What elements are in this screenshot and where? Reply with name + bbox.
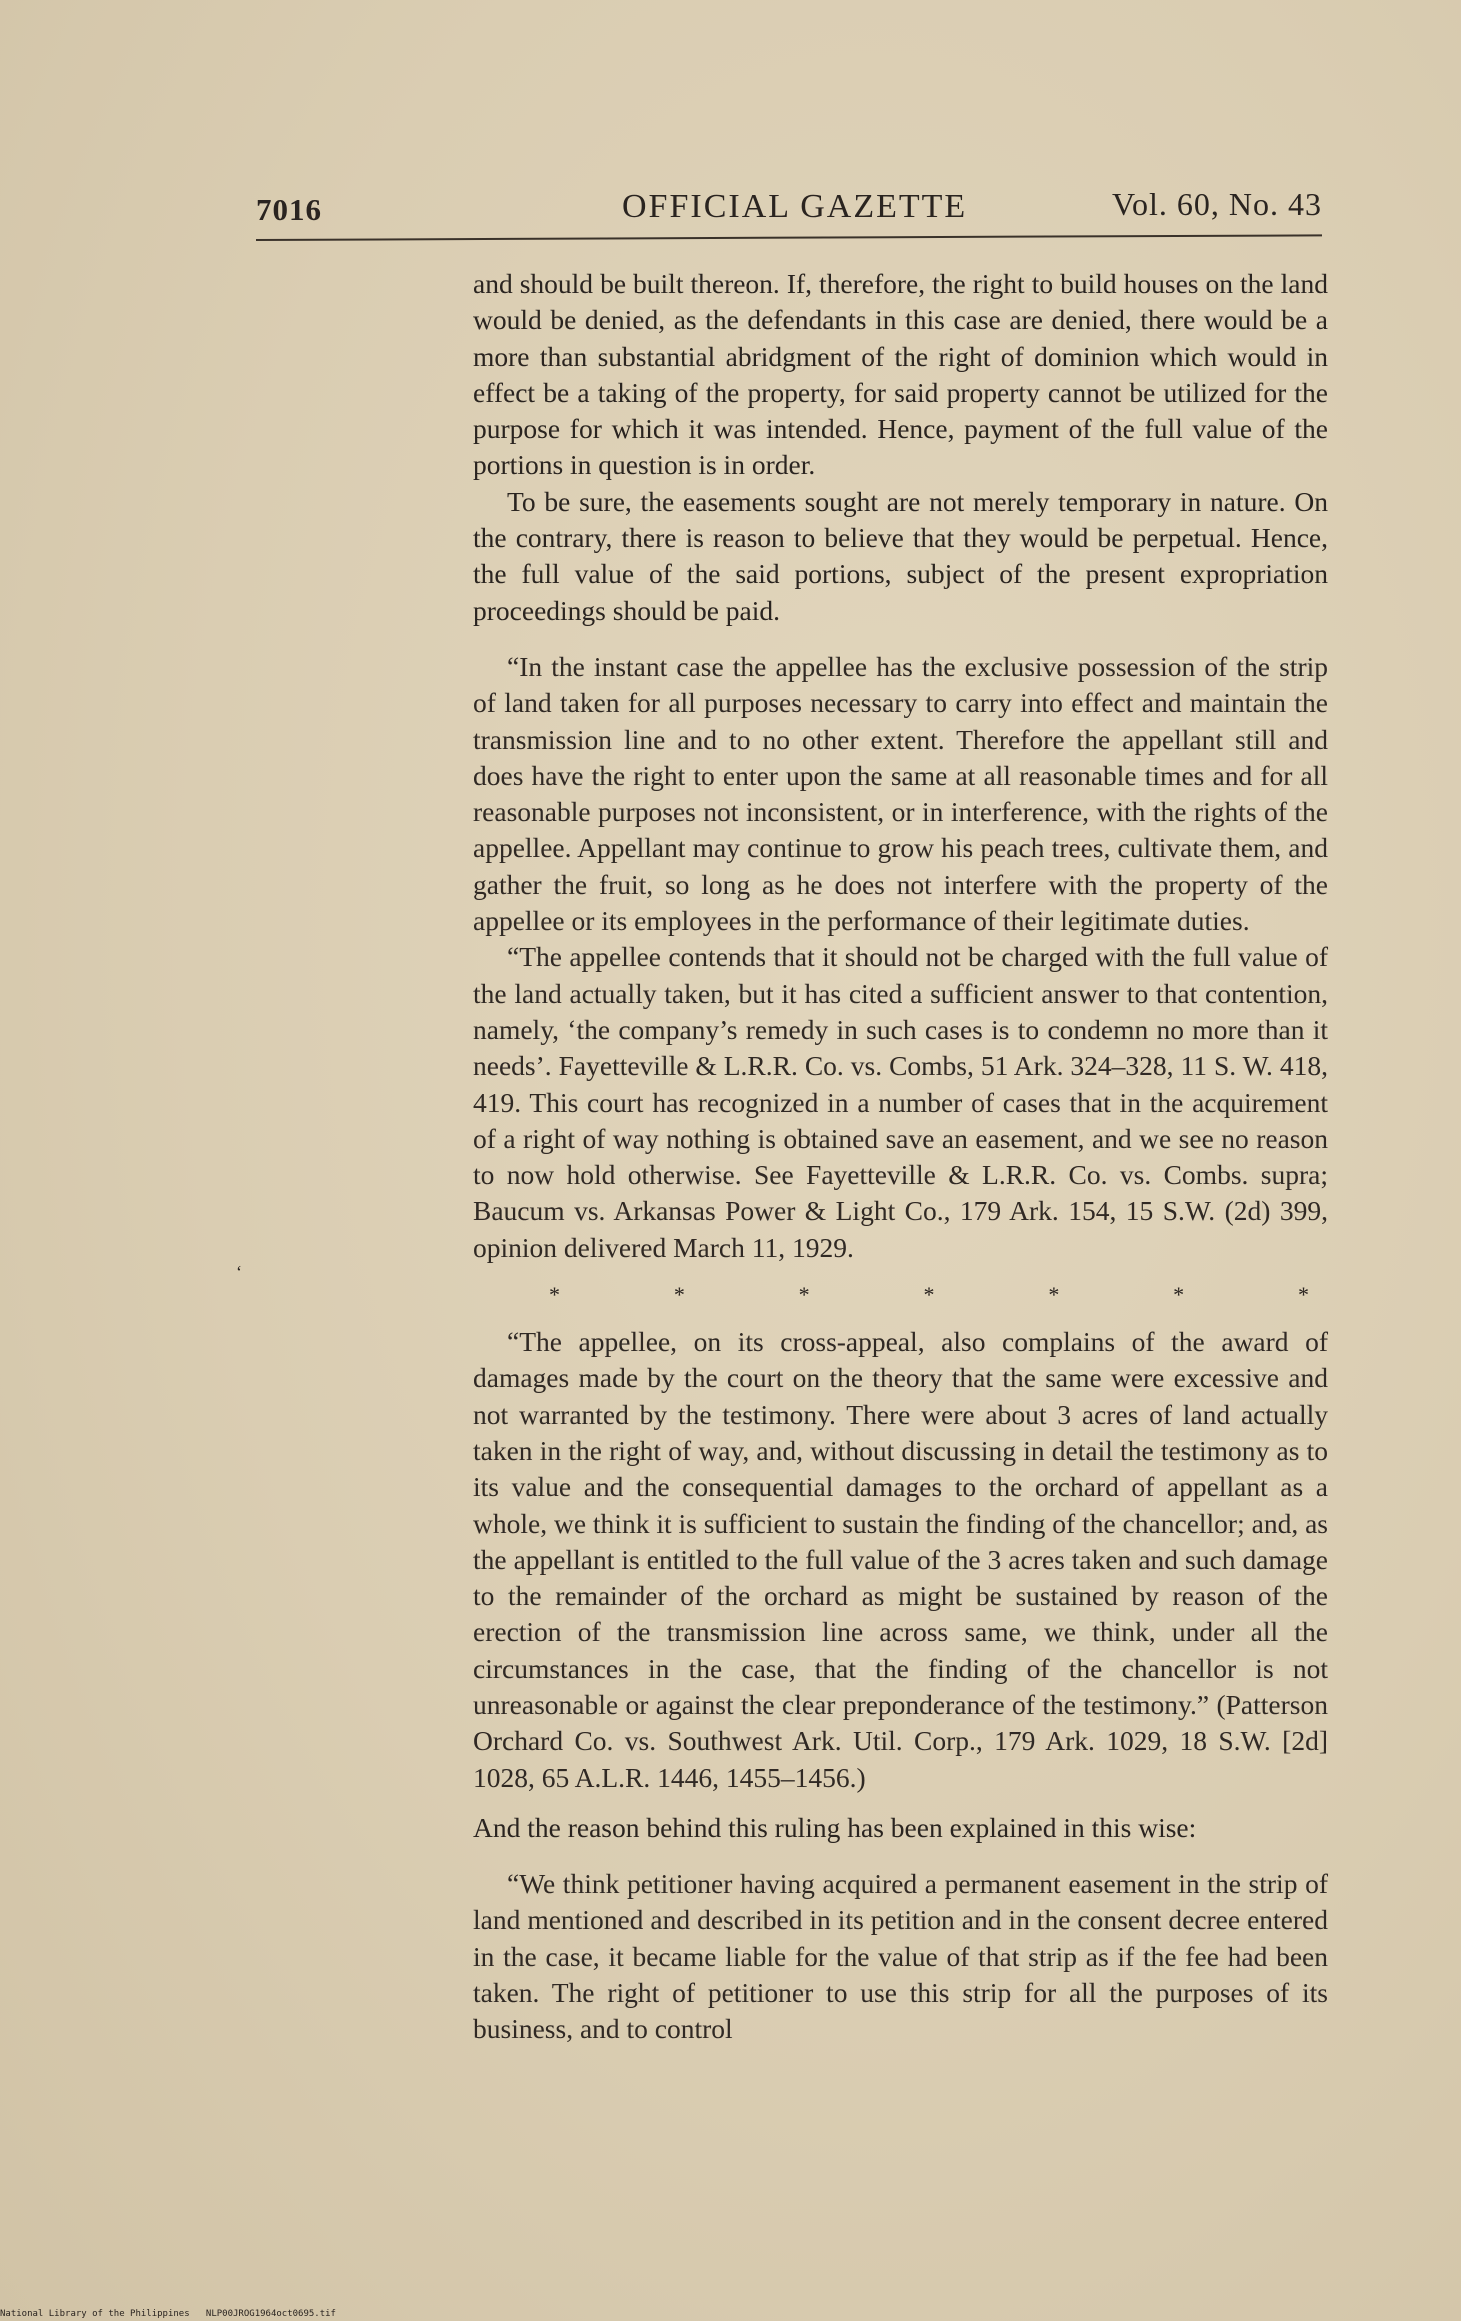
volume-number: Vol. 60, No. 43 [1112, 186, 1322, 222]
star: * [549, 1282, 560, 1308]
page-number: 7016 [256, 192, 322, 227]
header-rule [256, 234, 1322, 241]
article-body [473, 266, 1328, 2048]
quote-1: “In the instant case the appellee has the exclusive possession of the strip of land taken for all purposes necessary to carry into effect and maintain the transmission line and to no other extent. Therefore the appellant still and does have the right to enter upon the same at all reasonable times and for all reasonable purposes not inconsistent, or in interference, with the rights of the appellee. Appellant may continue to grow his peach trees, cultivate them, and gather the fruit, so long as he does not interfere with the property of the appellee or its employees in the performance of their legitimate duties. [473, 650, 1328, 937]
star: * [923, 1282, 935, 1308]
star: * [1048, 1282, 1060, 1308]
quote-4: “We think petitioner having acquired a permanent easement in the strip of land mentioned and described in its petition and in the consent decree entered in the case, it became liable for the value of that strip as if the fee had been taken. The right of petitioner to use this strip for all the purposes of its business, and to control [473, 1868, 1328, 2045]
star: * [1173, 1282, 1185, 1308]
paragraph-3: And the reason behind this ruling has been explained in this wise: [473, 1811, 1197, 1843]
paragraph-2: To be sure, the easements sought are not merely temporary in nature. On the contrary, there is reason to believe that they would be perpetual. Hence, the full value of the said portions, subject of the present expropriation proceedings should be paid. [473, 485, 1328, 626]
quote-3: “The appellee, on its cross-appeal, also complains of the award of damages made by the court on the theory that the same were excessive and not warranted by the testimony. There were about 3 acres of land actually taken in the right of way, and, without discussing in detail the testimony as to its value and the consequential damages to the orchard of appellant as a whole, we think it is sufficient to sustain the finding of the chancellor; and, as the appellant is entitled to the full value of the 3 acres taken and such damage to the remainder of the orchard as might be sustained by reason of the erection of the transmission line across same, we think, under all the circumstances in the case, that the finding of the chancellor is not unreasonable or against the clear preponderance of the testimony.” (Patterson Orchard Co. vs. Southwest Ark. Util. Corp., 179 Ark. 1029, 18 S.W. [2d] 1028, 65 A.L.R. 1446, 1455–1456.) [473, 1326, 1328, 1793]
section-break-stars [549, 1282, 1309, 1308]
star: * [1297, 1282, 1309, 1308]
quote-2: “The appellee contends that it should not be charged with the full value of the land actually taken, but it has cited a sufficient answer to that contention, namely, ‘the company’s remedy in such cases is to condemn no more than it needs’. Fayetteville & L.R.R. Co. vs. Combs, 51 Ark. 324–328, 11 S. W. 418, 419. This court has recognized in a number of cases that in the acquirement of a right of way nothing is obtained save an easement, and we see no reason to now hold otherwise. See Fayetteville & L.R.R. Co. vs. Combs. supra; Baucum vs. Arkansas Power & Light Co., 179 Ark. 154, 15 S.W. (2d) 399, opinion delivered March 11, 1929. [473, 941, 1328, 1263]
paragraph-1: and should be built thereon. If, therefore, the right to build houses on the land would be denied, as the defendants in this case are denied, there would be a more than substantial abridgment of the right of dominion which would in effect be a taking of the property, for said property cannot be utilized for the purpose for which it was intended. Hence, payment of the full value of the portions in question is in order. [473, 268, 1328, 481]
footer-source: National Library of the Philippines [0, 2309, 190, 2319]
scan-footer [0, 2309, 336, 2319]
star: * [798, 1282, 810, 1308]
publication-title: OFFICIAL GAZETTE [622, 188, 968, 225]
margin-mark: ‘ [236, 1262, 242, 1282]
star: * [673, 1282, 685, 1308]
running-header [256, 184, 1322, 234]
footer-file: NLP00JROG1964oct0695.tif [205, 2309, 336, 2319]
